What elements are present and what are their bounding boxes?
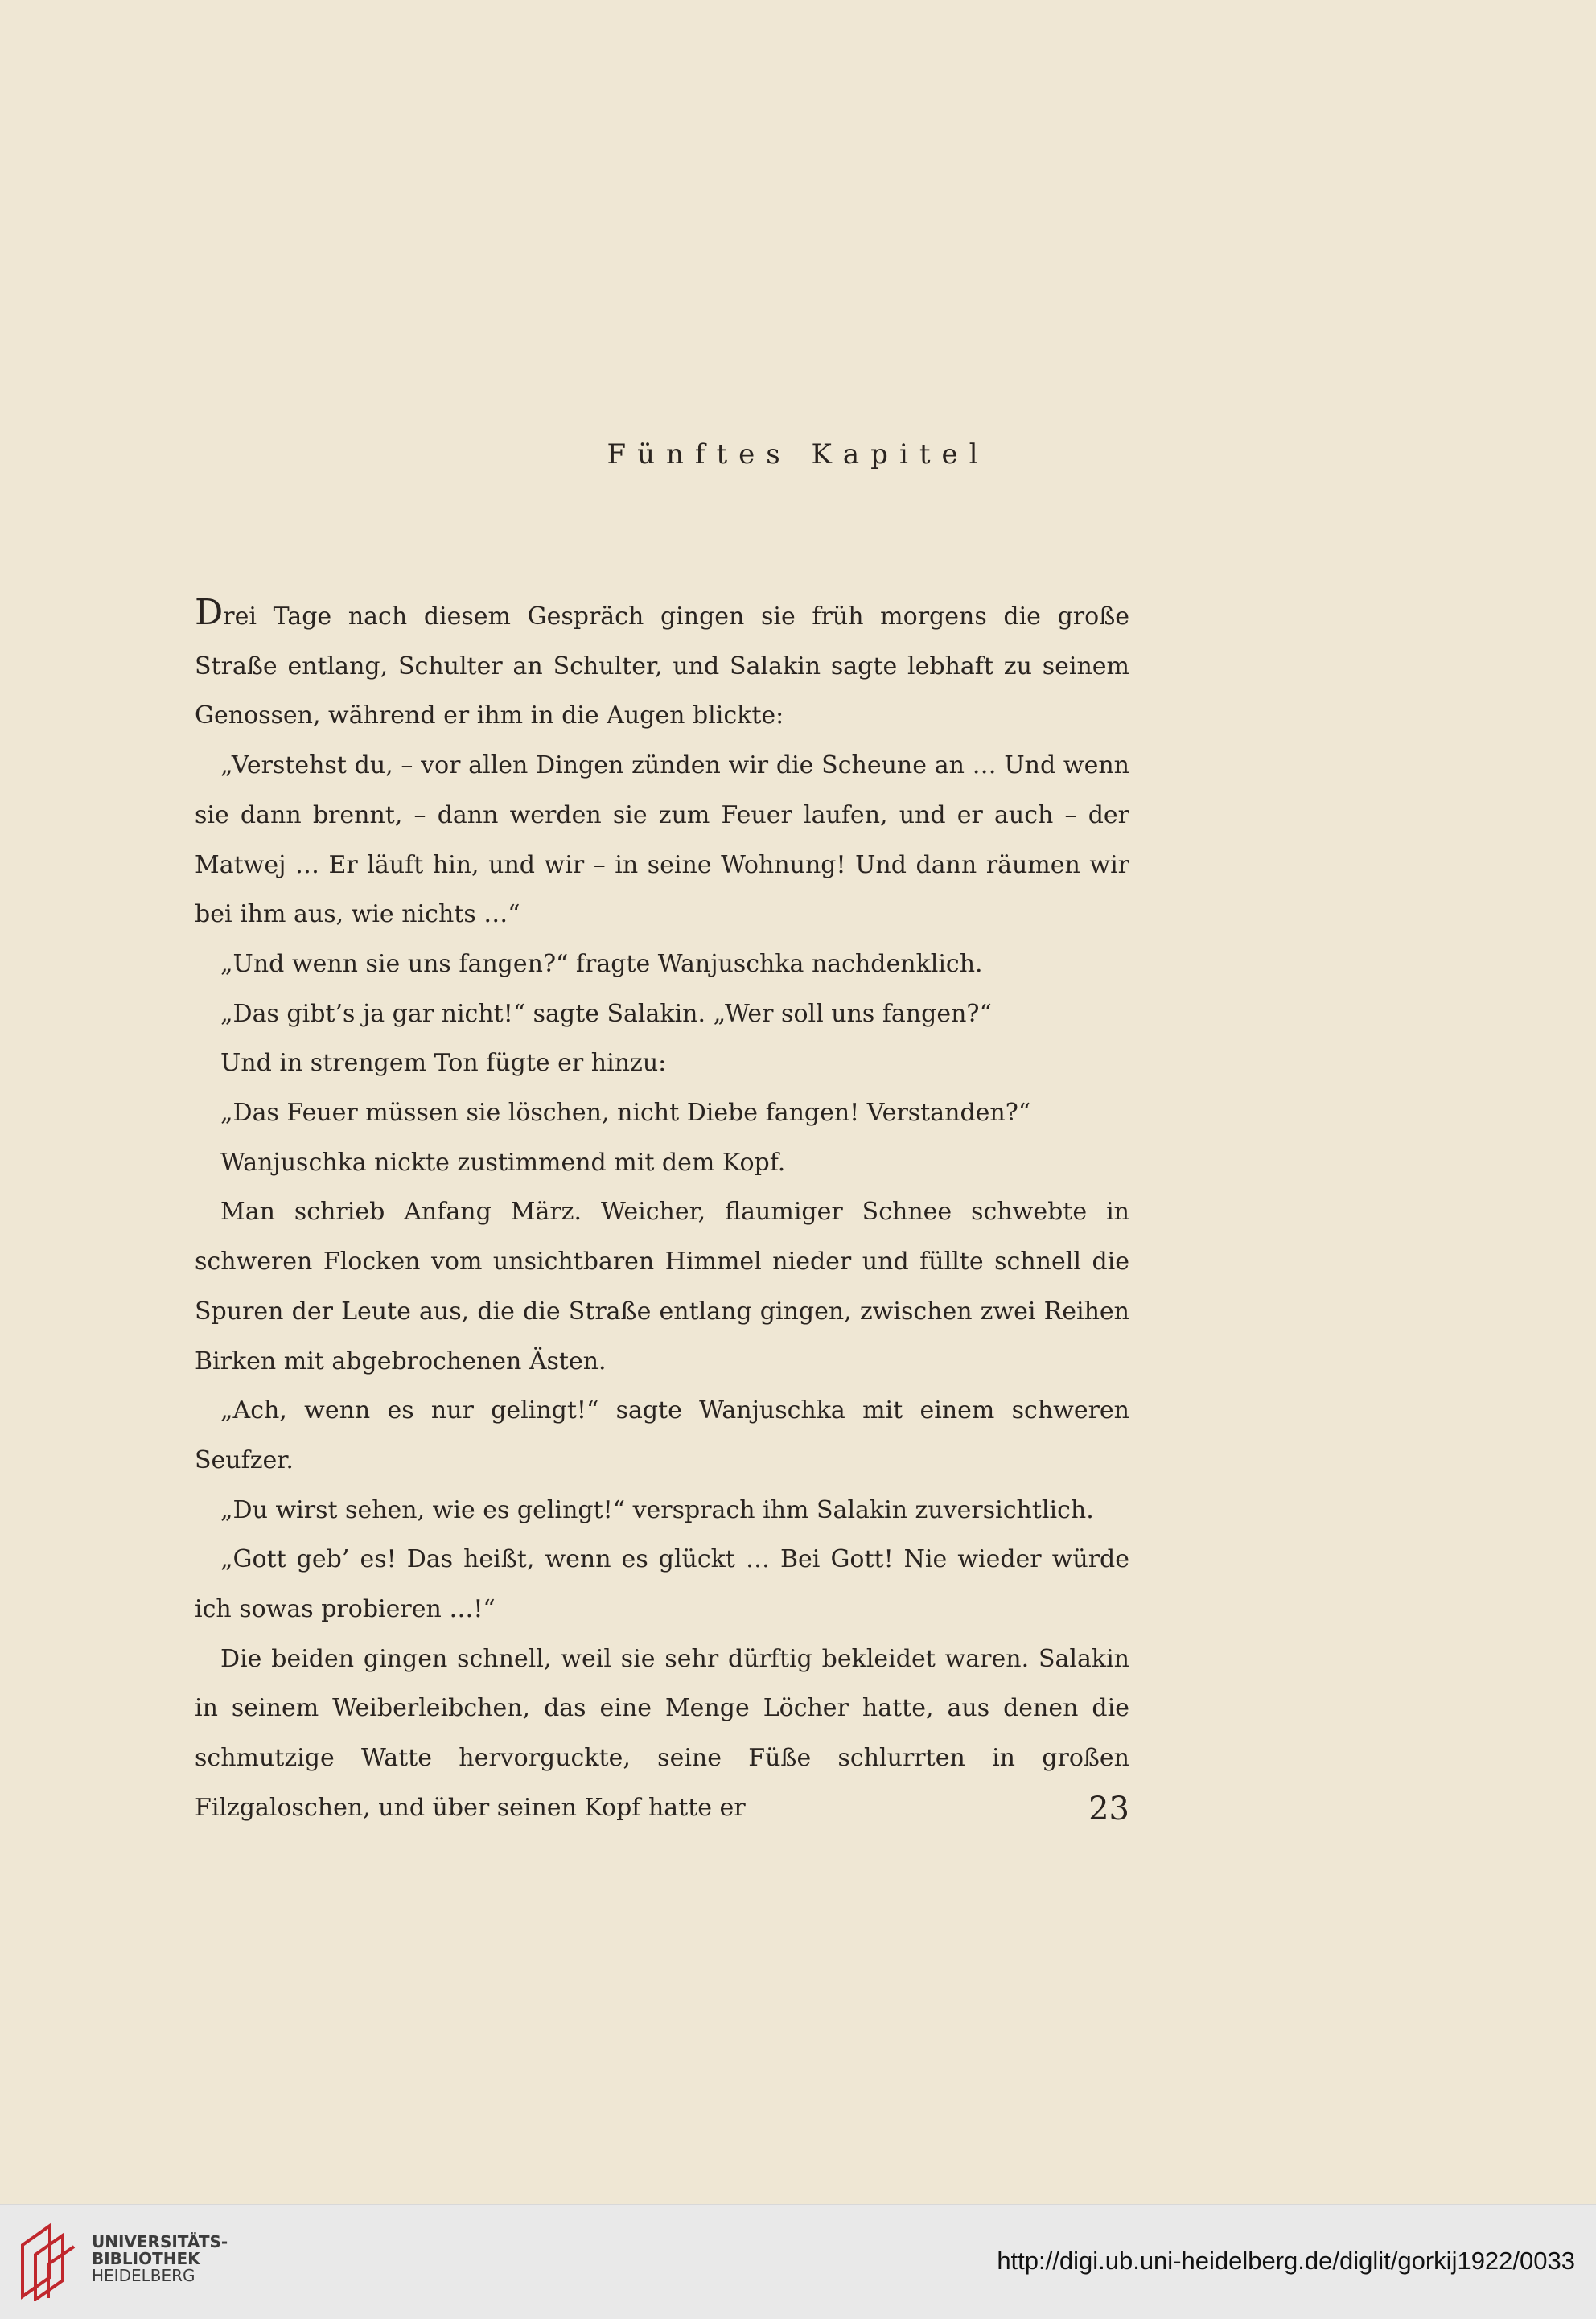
library-footer — [0, 2204, 1596, 2319]
page-number: 23 — [1088, 1791, 1129, 1828]
paragraph: Die beiden gingen schnell, weil sie sehr dürftig bekleidet waren. Salakin in seinem Weiberleibchen, das eine Menge Löcher hatte, aus denen die schmutzige Watte hervorguckte, seine Füße schlurrten in großen Filzgaloschen, und über seinen Kopf hatte er — [195, 1644, 1129, 1822]
drop-cap: D — [195, 592, 224, 633]
paragraph: Man schrieb Anfang März. Weicher, flaumiger Schnee schwebte in schweren Flocken vom unsichtbaren Himmel nieder und füllte schnell die Spuren der Leute aus, die die Straße entlang gingen, zwischen zwei Reihen Birken mit abgebrochenen Ästen. — [195, 1198, 1129, 1375]
paragraph: „Verstehst du, – vor allen Dingen zünden wir die Scheune an … Und wenn sie dann brennt, – dann werden sie zum Feuer laufen, und er auch – der Matwej … Er läuft hin, und wir – in seine Wohnung! Und dann räumen wir bei ihm aus, wie nichts …“ — [195, 751, 1129, 929]
paragraph: „Gott geb’ es! Das heißt, wenn es glückt … Bei Gott! Nie wieder würde ich sowas probieren …!“ — [195, 1545, 1129, 1624]
library-name-line: UNIVERSITÄTS- — [92, 2232, 228, 2251]
library-name-line: BIBLIOTHEK — [92, 2249, 200, 2268]
paragraph — [195, 592, 1129, 741]
library-logo-icon — [18, 2221, 77, 2301]
paragraph: „Das Feuer müssen sie löschen, nicht Diebe fangen! Verstanden?“ — [220, 1099, 1031, 1128]
paragraph: „Du wirst sehen, wie es gelingt!“ versprach ihm Salakin zuversichtlich. — [220, 1495, 1094, 1524]
paragraph-text: rei Tage nach diesem Gespräch gingen sie früh morgens die große Straße entlang, Schulter an Schulter, und Salakin sagte lebhaft zu seinem Genossen, während er ihm in die Augen blickte: — [195, 602, 1129, 730]
paragraph: „Und wenn sie uns fangen?“ fragte Wanjuschka nachdenklich. — [220, 949, 983, 978]
library-name — [92, 2234, 228, 2284]
paragraph: Wanjuschka nickte zustimmend mit dem Kopf. — [220, 1148, 786, 1177]
chapter-title: Fünftes Kapitel — [607, 438, 989, 471]
library-name-line: HEIDELBERG — [92, 2266, 195, 2285]
paragraph: „Ach, wenn es nur gelingt!“ sagte Wanjuschka mit einem schweren Seufzer. — [195, 1396, 1129, 1474]
paragraph: Und in strengem Ton fügte er hinzu: — [220, 1049, 667, 1078]
body-text — [195, 592, 1129, 1833]
paragraph: „Das gibt’s ja gar nicht!“ sagte Salakin. „Wer soll uns fangen?“ — [220, 999, 992, 1028]
source-url-link[interactable]: http://digi.ub.uni-heidelberg.de/diglit/gorkij1922/0033 — [997, 2247, 1575, 2275]
